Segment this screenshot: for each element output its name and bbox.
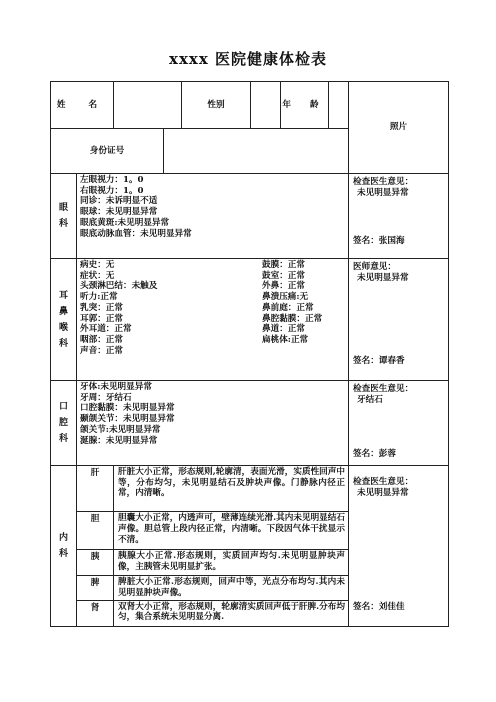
- organ-gallbladder-label: 胆: [77, 512, 114, 549]
- internal-doctor-opinion: [349, 466, 449, 627]
- organ-spleen-label: 脾: [77, 576, 114, 601]
- ent-row: 声音：正常: [80, 345, 123, 356]
- ent-row: 乳突：正常 鼻前庭：正常: [80, 302, 314, 313]
- eye-line: 眼球：未见明显异常: [80, 207, 158, 218]
- oral-section-label: 口 腔 科: [51, 381, 77, 466]
- name-value[interactable]: [114, 82, 182, 129]
- doctor-signature: 签名：刘佳佳: [353, 602, 405, 613]
- opinion-text: 未见明显异常: [357, 487, 409, 498]
- id-number-label: 身份证号: [51, 129, 164, 174]
- oral-exam-results: [77, 381, 349, 466]
- oral-line: 牙周：牙结石: [80, 392, 132, 403]
- eye-line: 眼底动脉血管：未见明显异常: [80, 228, 192, 239]
- oral-line: 颌关节:未见明显异常: [80, 424, 161, 435]
- oral-line: 牙体:未见明显异常: [80, 382, 152, 392]
- eye-section-label: 眼 科: [51, 174, 77, 259]
- photo-box: 照片: [349, 82, 449, 174]
- ent-row: 头颈淋巴结：未触及 外鼻：正常: [80, 281, 305, 292]
- organ-kidney-text: 双肾大小正常，形态规则，轮廓清实质回声低于肝脾.分布均匀，集合系统未见明显分离.: [114, 600, 349, 626]
- oral-line: 口腔黏膜：未见明显异常: [80, 403, 175, 414]
- ent-row: 症状：无 鼓室：正常: [80, 270, 305, 281]
- organ-spleen-text: 脾脏大小正常.形态规则，回声中等，光点分布均匀.其内未见明显肿块声像。: [114, 576, 349, 601]
- eye-exam-results: [77, 174, 349, 259]
- doctor-signature: 签名：张国海: [353, 236, 405, 247]
- organ-pancreas-label: 胰: [77, 549, 114, 575]
- ent-row: 耳郭：正常 鼻腔黏膜：正常: [80, 313, 323, 324]
- age-label: 年 龄: [281, 82, 329, 129]
- doctor-signature: 签名：谭春香: [353, 356, 405, 367]
- oral-line: 涎腺：未见明显异常: [80, 435, 158, 446]
- oral-line: 颞颌关节：未见明显异常: [80, 414, 175, 425]
- opinion-text: 未见明显异常: [357, 272, 409, 283]
- eye-line: 同诊：未诉明显不适: [80, 196, 158, 207]
- ent-doctor-opinion: [349, 259, 449, 381]
- eye-line: 左眼视力：1。0: [80, 175, 144, 185]
- name-label: 姓 名: [51, 82, 114, 129]
- age-value[interactable]: [329, 82, 349, 129]
- doctor-signature: 签名：彭蓉: [353, 449, 396, 460]
- ent-row: 听力:正常 鼻溃压痛:无: [80, 292, 309, 303]
- oral-doctor-opinion: [349, 381, 449, 466]
- ent-row: 外耳道：正常 鼻道：正常: [80, 324, 305, 335]
- organ-kidney-label: 肾: [77, 600, 114, 626]
- eye-line: 右眼视力：1。0: [80, 185, 144, 196]
- opinion-text: 未见明显异常: [357, 187, 409, 198]
- opinion-title: 检查医生意见：: [353, 177, 414, 187]
- opinion-text: 牙结石: [357, 394, 383, 405]
- organ-liver-text: 肝脏大小正常，形态规则,轮廓清，表面光滑，实质性回声中等，分布均匀，未见明显结石及肿块声像。门静脉内径正常，内清晰。: [114, 466, 349, 512]
- ent-row: 病史：无 鼓膜：正常: [80, 260, 305, 270]
- organ-liver-label: 肝: [77, 466, 114, 512]
- eye-doctor-opinion: [349, 174, 449, 259]
- health-exam-form: [50, 81, 449, 627]
- opinion-title: 检查医生意见：: [353, 477, 414, 487]
- ent-section-label: 耳 鼻 喉 科: [51, 259, 77, 381]
- organ-pancreas-text: 胰腺大小正常.形态规则，实质回声均匀.未见明显肿块声像，主胰管未见明显扩张。: [114, 549, 349, 575]
- internal-section-label: 内 科: [51, 466, 77, 627]
- organ-gallbladder-text: 胆囊大小正常，内透声可，壁薄连续光滑.其内未见明显结石声像。胆总管上段内径正常，内清晰。下段因气体干扰显示不清。: [114, 512, 349, 549]
- page-title: xxxx 医院健康体检表: [169, 50, 327, 68]
- eye-line: 眼底黄斑:未见明显异常: [80, 217, 170, 228]
- gender-label: 性别: [182, 82, 251, 129]
- id-number-value[interactable]: [164, 129, 349, 174]
- gender-value[interactable]: [251, 82, 281, 129]
- ent-exam-results: [77, 259, 349, 381]
- opinion-title: 检查医生意见：: [353, 384, 414, 394]
- ent-row: 咽部：正常 扁桃体:正常: [80, 335, 309, 346]
- opinion-title: 医师意见：: [353, 262, 396, 272]
